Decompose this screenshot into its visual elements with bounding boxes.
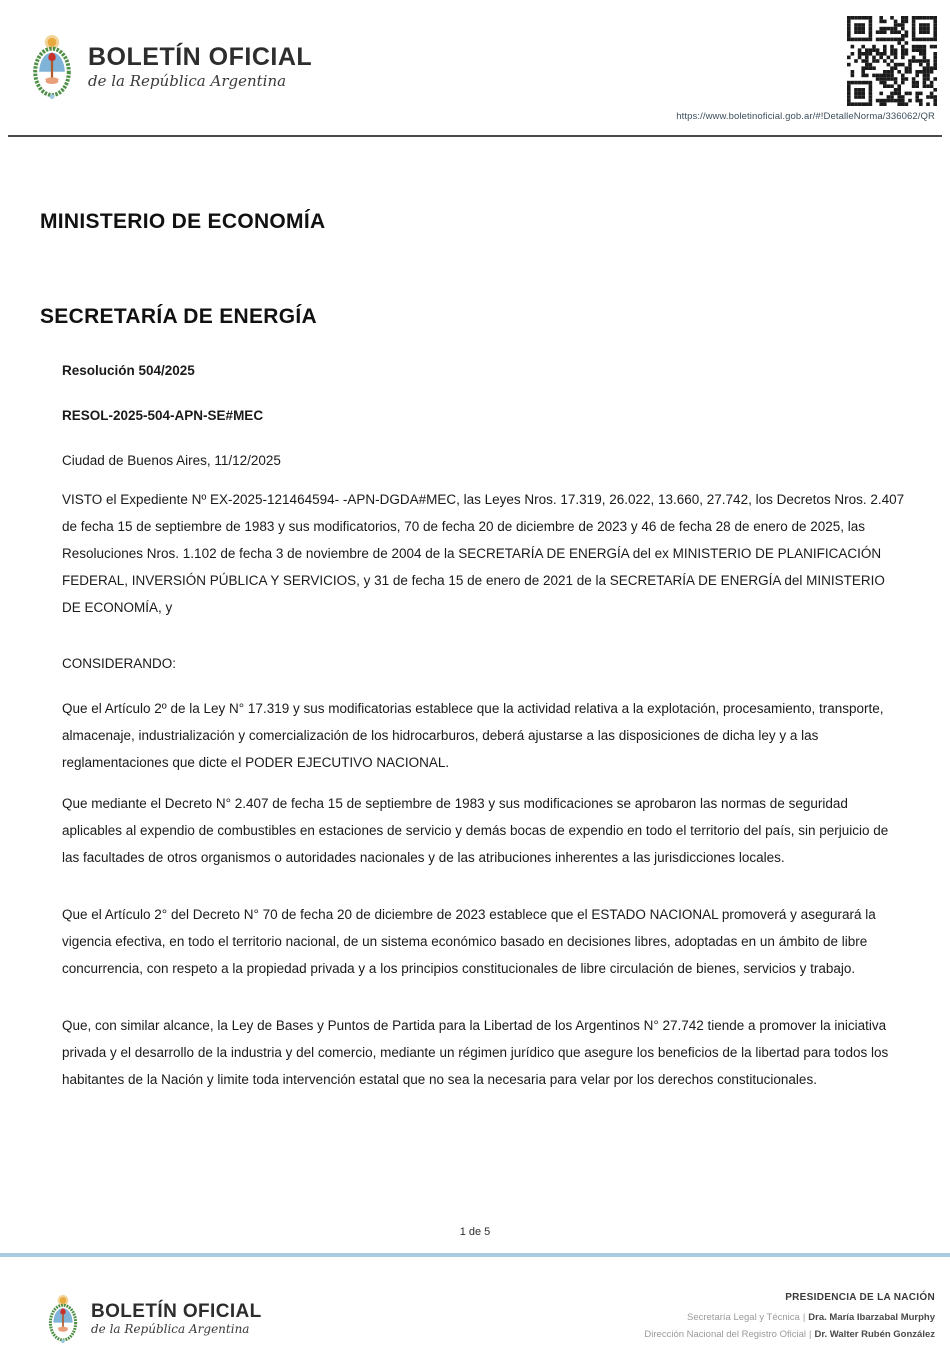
brand-tagline: de la República Argentina xyxy=(91,1322,250,1337)
page-indicator: 1 de 5 xyxy=(459,1226,491,1238)
footer-masthead xyxy=(45,1290,262,1348)
credit-divider: | xyxy=(809,1329,812,1340)
brand-text xyxy=(88,44,312,90)
brand-name: BOLETÍN OFICIAL xyxy=(88,42,313,71)
considerando-paragraph: Que el Artículo 2° del Decreto N° 70 de fecha 20 de diciembre de 2023 establece que el ESTADO NACIONAL promoverá y asegurará la vigencia efectiva, en todo el territorio nacional, de un sistema económico basado en decisiones libres, adoptadas en un ámbito de libre concurrencia, con respeto a la propiedad privada y a los principios constitucionales de libre circulación de bienes, servicios y trabajo. xyxy=(62,907,876,976)
visto-paragraph: VISTO el Expediente Nº EX-2025-121464594- -APN-DGDA#MEC, las Leyes Nros. 17.319, 26.022, 13.660, 27.742, los Decretos Nros. 2.407 de fecha 15 de septiembre de 1983 y sus modificatorios, 70 de fecha 20 de diciembre de 2023 y 46 de fecha 28 de enero de 2025, las Resoluciones Nros. 1.102 de fecha 3 de noviembre de 2004 de la SECRETARÍA DE ENERGÍA del ex MINISTERIO DE PLANIFICACIÓN FEDERAL, INVERSIÓN PÚBLICA Y SERVICIOS, y 31 de fecha 15 de enero de 2021 de la SECRETARÍA DE ENERGÍA del MINISTERIO DE ECONOMÍA, y xyxy=(62,492,905,615)
registry-direction-name: Dr. Walter Rubén González xyxy=(814,1329,935,1340)
footer-divider xyxy=(0,1253,950,1257)
credit-divider: | xyxy=(802,1312,806,1323)
argentina-coat-of-arms-icon xyxy=(28,28,76,106)
resolution-code: RESOL-2025-504-APN-SE#MEC xyxy=(62,408,264,423)
header-divider xyxy=(8,135,942,137)
registry-direction-label: Dirección Nacional del Registro Oficial xyxy=(644,1329,806,1340)
presidency-label: PRESIDENCIA DE LA NACIÓN xyxy=(785,1292,935,1303)
secretariat-heading: SECRETARÍA DE ENERGÍA xyxy=(40,305,317,328)
registry-direction-line xyxy=(644,1329,935,1340)
ministry-heading: MINISTERIO DE ECONOMÍA xyxy=(40,210,326,233)
dateline: Ciudad de Buenos Aires, 11/12/2025 xyxy=(62,453,281,468)
masthead xyxy=(28,28,312,106)
legal-secretariat-name: Dra. María Ibarzabal Murphy xyxy=(808,1312,935,1323)
considerando-paragraph: Que el Artículo 2º de la Ley N° 17.319 y sus modificatorias establece que la actividad relativa a la explotación, procesamiento, transporte, almacenaje, industrialización y comercialización de los hidrocarburos, deberá ajustarse a las disposiciones de dicha ley y a las reglamentaciones que dicte el PODER EJECUTIVO NACIONAL. xyxy=(62,701,884,770)
considerando-label: CONSIDERANDO: xyxy=(62,656,177,671)
norma-detail-url: https://www.boletinoficial.gob.ar/#!DetalleNorma/336062/QR xyxy=(676,111,935,122)
legal-secretariat-line xyxy=(644,1312,935,1323)
legal-secretariat-label: Secretaría Legal y Técnica xyxy=(686,1312,800,1323)
qr-code-icon xyxy=(847,16,937,106)
brand-tagline: de la República Argentina xyxy=(88,72,287,91)
argentina-coat-of-arms-icon xyxy=(45,1290,81,1348)
resolution-title: Resolución 504/2025 xyxy=(62,363,195,378)
considerando-paragraph: Que mediante el Decreto N° 2.407 de fecha 15 de septiembre de 1983 y sus modificaciones se aprobaron las normas de seguridad aplicables al expendio de combustibles en estaciones de servicio y demás bocas de expendio en todo el territorio del país, sin perjuicio de las facultades de otros organismos o autoridades nacionales y de las atribuciones inherentes a las jurisdicciones locales. xyxy=(62,796,889,865)
brand-name: BOLETÍN OFICIAL xyxy=(91,1300,262,1322)
considerando-paragraph: Que, con similar alcance, la Ley de Bases y Puntos de Partida para la Libertad de los Argentinos N° 27.742 tiende a promover la iniciativa privada y el desarrollo de la industria y del comercio, mediante un régimen jurídico que asegure los beneficios de la libertad para todos los habitantes de la Nación y limite toda intervención estatal que no sea la necesaria para velar por los derechos constitucionales. xyxy=(62,1018,889,1087)
footer-credits xyxy=(644,1292,935,1346)
footer-brand-text xyxy=(91,1302,262,1337)
